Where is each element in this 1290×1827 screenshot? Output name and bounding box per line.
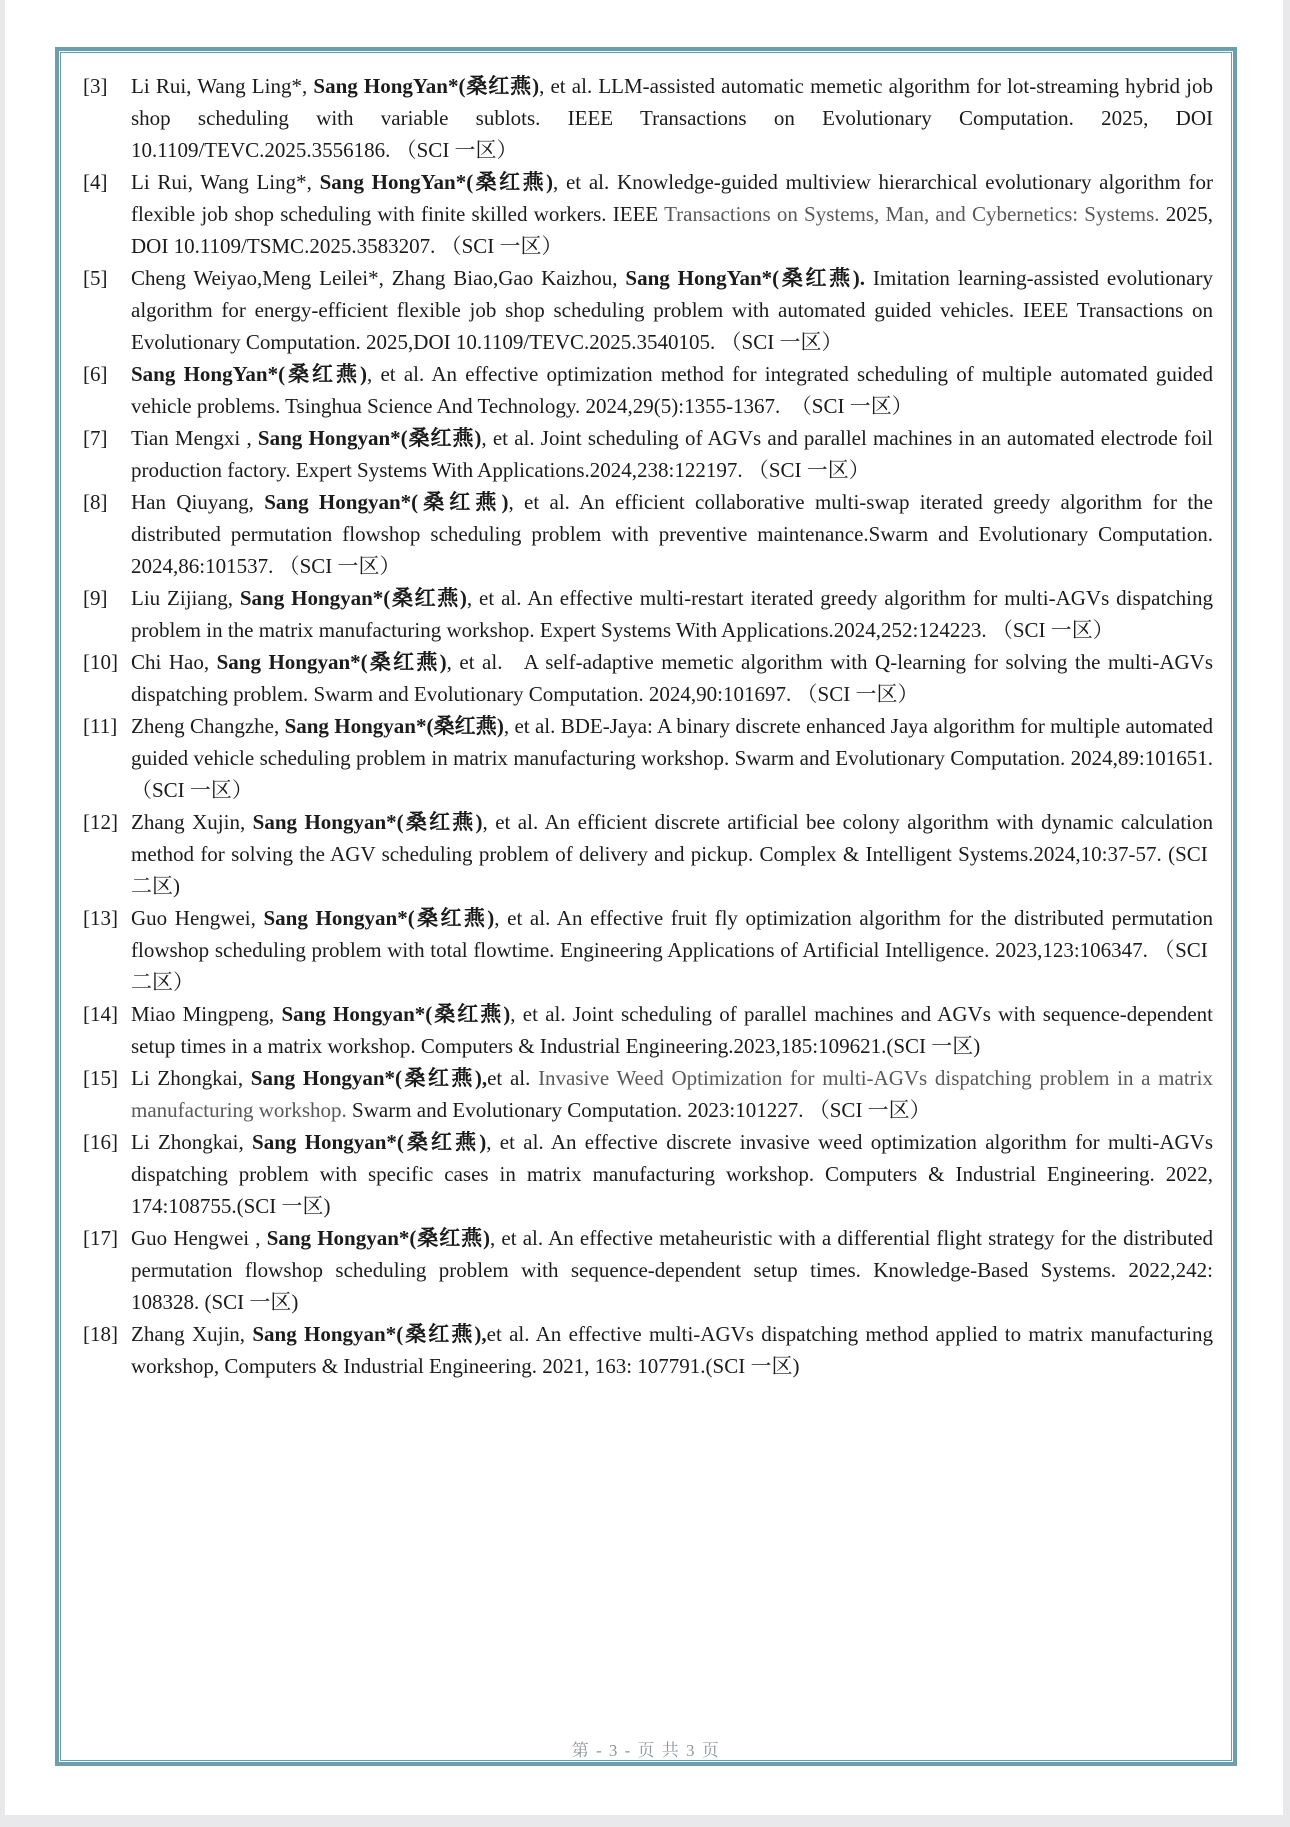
reference-text: Zhang Xujin, Sang Hongyan*(桑红燕), et al. An efficient discrete artificial bee colony algorithm with dynamic calculation method for solving the AGV scheduling problem of delivery and pickup. Complex & Intelligent Systems.2024,10:37-57. (SCI 二区): [131, 810, 1213, 898]
reference-number: [6]: [83, 362, 108, 386]
reference-text: Miao Mingpeng, Sang Hongyan*(桑红燕), et al. Joint scheduling of parallel machines and AGVs with sequence-dependent setup times in a matrix workshop. Computers & Industrial Engineering.2023,185:109621.(SCI 一区): [131, 1002, 1213, 1058]
reference-item: [83, 358, 1213, 422]
reference-text: Tian Mengxi , Sang Hongyan*(桑红燕), et al. Joint scheduling of AGVs and parallel machines in an automated electrode foil production factory. Expert Systems With Applications.2024,238:122197. （SCI 一区）: [131, 426, 1214, 482]
reference-number: [10]: [83, 650, 118, 674]
reference-item: [83, 710, 1213, 806]
reference-item: [83, 806, 1213, 902]
reference-number: [12]: [83, 810, 118, 834]
reference-item: [83, 646, 1213, 710]
reference-item: [83, 1062, 1213, 1126]
document-page: [5, 0, 1283, 1815]
reference-number: [17]: [83, 1226, 118, 1250]
reference-item: [83, 262, 1213, 358]
reference-item: [83, 582, 1213, 646]
reference-text: Zhang Xujin, Sang Hongyan*(桑红燕),et al. An effective multi-AGVs dispatching method applied to matrix manufacturing workshop, Computers & Industrial Engineering. 2021, 163: 107791.(SCI 一区): [131, 1322, 1213, 1378]
page-number-text: 第 - 3 - 页 共 3 页: [571, 1741, 721, 1760]
reference-item: [83, 998, 1213, 1062]
reference-number: [15]: [83, 1066, 118, 1090]
page-content: [63, 55, 1229, 1758]
reference-item: [83, 902, 1213, 998]
reference-item: [83, 1126, 1213, 1222]
references-list: [83, 70, 1213, 1382]
reference-number: [4]: [83, 170, 108, 194]
reference-text: Li Rui, Wang Ling*, Sang HongYan*(桑红燕), et al. LLM-assisted automatic memetic algorithm for lot-streaming hybrid job shop scheduling with variable sublots. IEEE Transactions on Evolutionary Computation. 2025, DOI 10.1109/TEVC.2025.3556186. （SCI 一区）: [131, 74, 1213, 162]
reference-item: [83, 422, 1213, 486]
reference-text: Li Zhongkai, Sang Hongyan*(桑红燕),et al. Invasive Weed Optimization for multi-AGVs dispatching problem in a matrix manufacturing workshop. Swarm and Evolutionary Computation. 2023:101227. （SCI 一区）: [131, 1066, 1213, 1122]
reference-number: [3]: [83, 74, 108, 98]
reference-number: [13]: [83, 906, 118, 930]
reference-number: [18]: [83, 1322, 118, 1346]
reference-text: Han Qiuyang, Sang Hongyan*(桑红燕), et al. An efficient collaborative multi-swap iterated greedy algorithm for the distributed permutation flowshop scheduling problem with preventive maintenance.Swarm and Evolutionary Computation. 2024,86:101537. （SCI 一区）: [131, 490, 1214, 578]
reference-number: [7]: [83, 426, 108, 450]
reference-text: Sang HongYan*(桑红燕), et al. An effective optimization method for integrated scheduling of multiple automated guided vehicle problems. Tsinghua Science And Technology. 2024,29(5):1355-1367. （SCI 一区）: [131, 362, 1213, 418]
reference-text: Guo Hengwei , Sang Hongyan*(桑红燕), et al. An effective metaheuristic with a differential flight strategy for the distributed permutation flowshop scheduling problem with sequence-dependent setup times. Knowledge-Based Systems. 2022,242: 108328. (SCI 一区): [131, 1226, 1213, 1314]
reference-item: [83, 70, 1213, 166]
reference-number: [14]: [83, 1002, 118, 1026]
reference-item: [83, 486, 1213, 582]
reference-text: Cheng Weiyao,Meng Leilei*, Zhang Biao,Gao Kaizhou, Sang HongYan*(桑红燕). Imitation learning-assisted evolutionary algorithm for energy-efficient flexible job shop scheduling problem with automated guided vehicles. IEEE Transactions on Evolutionary Computation. 2025,DOI 10.1109/TEVC.2025.3540105. （SCI 一区）: [131, 266, 1213, 354]
reference-item: [83, 1318, 1213, 1382]
reference-number: [16]: [83, 1130, 118, 1154]
reference-text: Guo Hengwei, Sang Hongyan*(桑红燕), et al. An effective fruit fly optimization algorithm for the distributed permutation flowshop scheduling problem with total flowtime. Engineering Applications of Artificial Intelligence. 2023,123:106347. （SCI 二区）: [131, 906, 1213, 994]
reference-number: [9]: [83, 586, 108, 610]
reference-text: Li Rui, Wang Ling*, Sang HongYan*(桑红燕), et al. Knowledge-guided multiview hierarchical evolutionary algorithm for flexible job shop scheduling with finite skilled workers. IEEE Transactions on Systems, Man, and Cybernetics: Systems. 2025, DOI 10.1109/TSMC.2025.3583207. （SCI 一区）: [131, 170, 1214, 258]
page-border-frame: [55, 47, 1237, 1766]
reference-number: [8]: [83, 490, 108, 514]
page-footer: [59, 1736, 1233, 1761]
reference-text: Zheng Changzhe, Sang Hongyan*(桑红燕), et al. BDE-Jaya: A binary discrete enhanced Jaya algorithm for multiple automated guided vehicle scheduling problem in matrix manufacturing workshop. Swarm and Evolutionary Computation. 2024,89:101651. （SCI 一区）: [131, 714, 1213, 802]
reference-item: [83, 166, 1213, 262]
reference-number: [5]: [83, 266, 108, 290]
reference-text: Liu Zijiang, Sang Hongyan*(桑红燕), et al. An effective multi-restart iterated greedy algorithm for multi-AGVs dispatching problem in the matrix manufacturing workshop. Expert Systems With Applications.2024,252:124223. （SCI 一区）: [131, 586, 1213, 642]
reference-number: [11]: [83, 714, 118, 738]
reference-text: Chi Hao, Sang Hongyan*(桑红燕), et al. A self-adaptive memetic algorithm with Q-learning for solving the multi-AGVs dispatching problem. Swarm and Evolutionary Computation. 2024,90:101697. （SCI 一区）: [131, 650, 1213, 706]
reference-item: [83, 1222, 1213, 1318]
reference-text: Li Zhongkai, Sang Hongyan*(桑红燕), et al. An effective discrete invasive weed optimization algorithm for multi-AGVs dispatching problem with specific cases in matrix manufacturing workshop. Computers & Industrial Engineering. 2022, 174:108755.(SCI 一区): [131, 1130, 1213, 1218]
